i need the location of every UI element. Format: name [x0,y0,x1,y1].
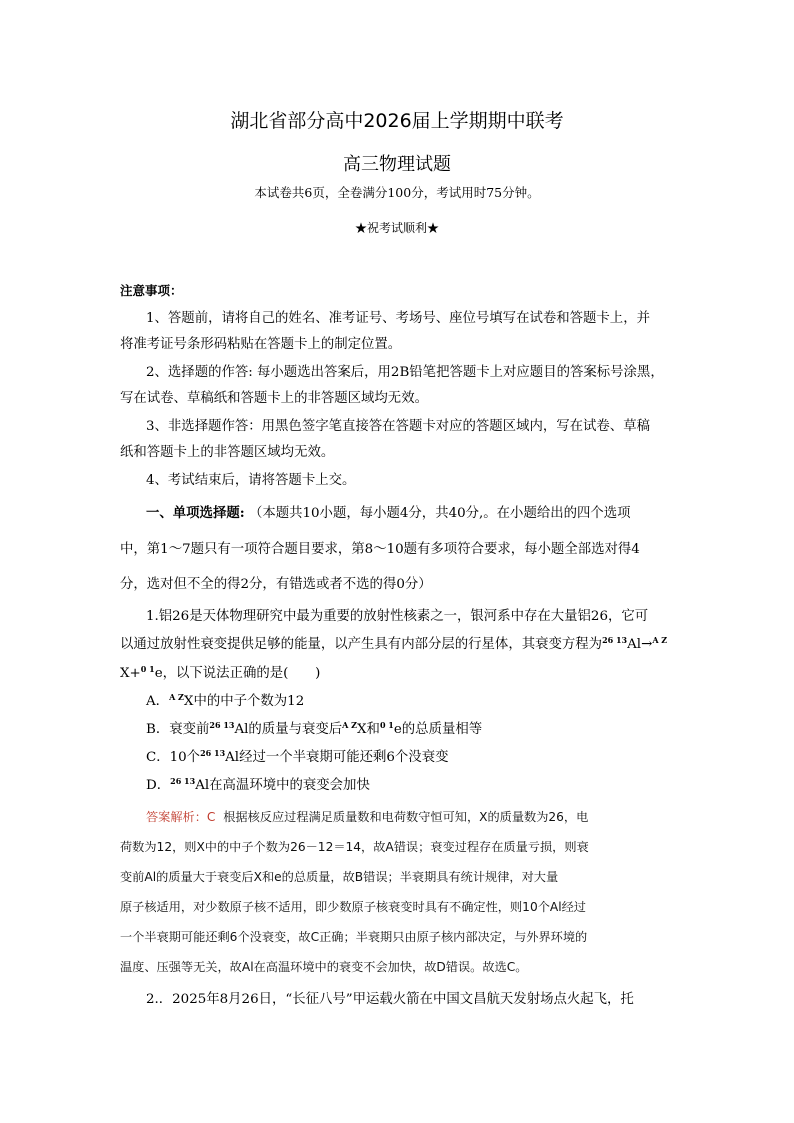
option-d-text: Al在高温环境中的衰变会加快 [195,778,370,793]
e-nuclide-sup: 0 1 [140,664,155,674]
notice-line-5: 3、非选择题作答：用黑色签字笔直接答在答题卡对应的答题区域内，写在试卷、草稿 [146,419,650,434]
option-c-sup: 26 13 [200,748,226,758]
answer1-line-3 [120,868,558,885]
answer-text-9: 原子核适用，对少数原子核不适用，即少数原子核衰变时具有不确定性，则10个 [120,900,550,914]
answer-text-13: Al在高温环境中的衰变不会加快，故D错误。故选C。 [241,960,528,974]
exam-meta: 本试卷共6页，全卷满分100分，考试用时75分钟。 [254,185,540,200]
q1-question: e，以下说法正确的是( ) [154,666,321,681]
answer-label: 答案解析：C [146,810,216,824]
answer-text-4: X中的中子个数为26－12＝14，故A错误；衰变过程存在质量亏损，则衰 [196,840,589,854]
option-b-sup1: 26 13 [209,720,235,730]
answer1-line-2 [120,838,589,855]
q1-option-b [146,718,482,737]
answer-text-7: X和 [253,870,275,884]
answer-text-2: X的质量数为26，电 [479,810,589,824]
option-b-sup2: A Z [342,720,357,730]
notice-line-1: 1、答题前，请将自己的姓名、准考证号、考场号、座位号填写在试卷和答题卡上，并 [146,311,650,326]
notice-line-2: 将准考证号条形码粘贴在答题卡上的制定位置。 [120,337,402,352]
al26-nuclide [602,635,627,652]
option-a-sup: A Z [169,692,184,702]
notice-line-4: 写在试卷、草稿纸和答题卡上的非答题区域均无效。 [120,391,428,406]
option-c-label: C．10个 [146,750,201,765]
answer-text-12: 温度、压强等无关，故 [120,960,242,974]
option-b-mid2: X和 [357,722,380,737]
exam-title: 湖北省部分高中2026届上学期期中联考 [230,110,564,132]
answer1-line-5: 一个半衰期可能还剩6个没衰变，故C正确；半衰期只由原子核内部决定，与外界环境的 [120,930,588,944]
section1-line-2: 中，第1～7题只有一项符合题目要求，第8～10题有多项符合要求，每小题全部选对得4 [120,542,640,557]
answer1-line-1 [146,808,588,825]
section1-line-1 [146,502,631,521]
option-d-label: D． [146,778,171,793]
section1-line-3: 分，选对但不全的得2分，有错选或者不选的得0分） [120,577,432,592]
q1-eq-tail: Al→ [627,637,653,652]
q1-option-a [146,690,304,709]
q1-stem: 以通过放射性衰变提供足够的能量，以产生具有内部分层的行星体，其衰变方程为 [120,637,603,652]
notice-line-7: 4、考试结束后，请将答题卡上交。 [146,473,356,488]
answer-text-6: Al的质量大于衰变后 [144,870,254,884]
q1-line-2 [120,633,667,652]
notice-line-3: 2、选择题的作答: 每小题选出答案后，用2B铅笔把答题卡上对应题目的答案标号涂黑， [146,365,664,380]
q1-line-1: 1.铝26是天体物理研究中最为重要的放射性核素之一，银河系中存在大量铝26，它可 [146,609,649,624]
nuclide-sup: 26 13 [602,635,628,645]
option-c-text: Al经过一个半衰期可能还剩6个没衰变 [225,750,449,765]
option-b-tail: e的总质量相等 [393,722,483,737]
q1-eq-x: X+ [120,666,141,681]
q1-option-c [146,746,448,765]
answer-text-1: 根据核反应过程满足质量数和电荷数守恒可知， [223,810,480,824]
q2-line-1: 2.．2025年8月26日，“长征八号”甲运载火箭在中国文昌航天发射场点火起飞，托 [146,992,634,1007]
answer-text-8: e的总质量，故B错误；半衰期具有统计规律，对大量 [274,870,559,884]
option-b-label: B．衰变前 [146,722,210,737]
answer-text-5: 变前 [120,870,145,884]
q1-line-3 [120,662,320,681]
answer-text-10: Al经过 [549,900,586,914]
notice-heading: 注意事项： [120,283,183,298]
x-nuclide-sup: A Z [652,635,668,645]
section1-text-1: （本题共10小题，每小题4分，共40分,。在小题给出的四个选项 [248,506,631,521]
notice-line-6: 纸和答题卡上的非答题区域均无效。 [120,445,335,460]
answer1-line-4 [120,898,586,915]
option-d-sup: 26 13 [170,776,196,786]
exam-subtitle: 高三物理试题 [343,154,451,175]
answer-text-3: 荷数为12，则 [120,840,197,854]
section1-heading: 一、单项选择题: [146,505,245,521]
exam-wish: ★祝考试顺利★ [354,221,439,235]
option-b-mid: Al的质量与衰变后 [234,722,343,737]
option-b-sup3: 0 1 [379,720,394,730]
option-a-label: A． [146,694,170,709]
answer1-line-6 [120,958,527,975]
option-a-text: X中的中子个数为12 [183,694,305,709]
q1-option-d [146,774,370,793]
